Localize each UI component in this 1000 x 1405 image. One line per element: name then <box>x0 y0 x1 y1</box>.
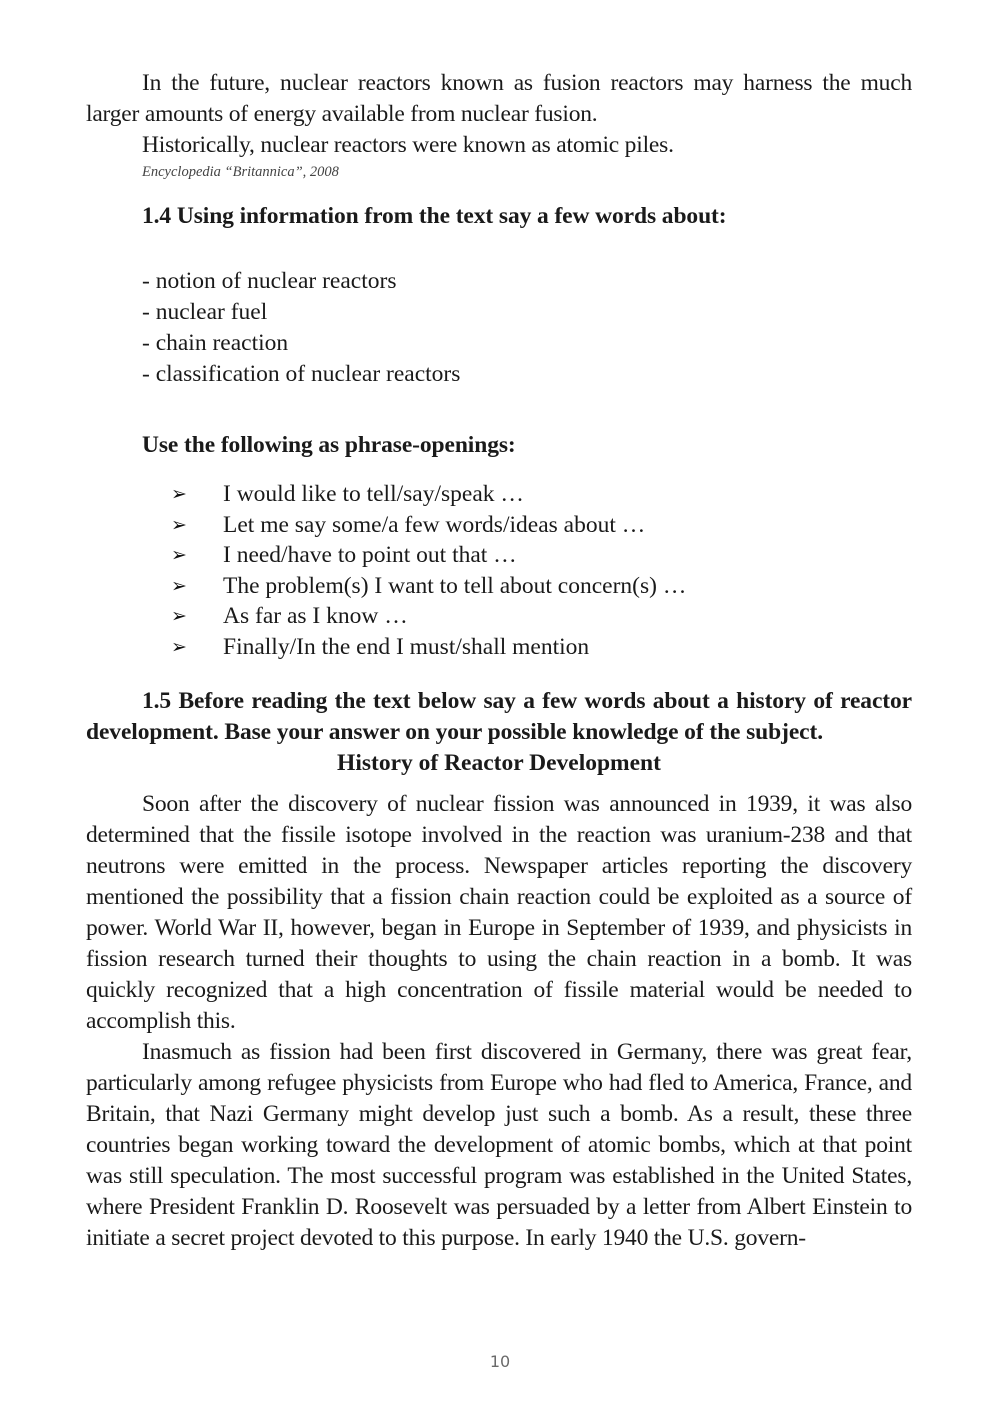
phrase-text: I would like to tell/say/speak … <box>223 481 524 507</box>
phrase-item <box>171 510 912 541</box>
body-paragraph: Soon after the discovery of nuclear fission was announced in 1939, it was also determined that the fissile isotope involved in the reaction was uranium-238 and that neutrons were emitted in the process. Newspaper articles reporting the discovery mentioned the possibility that a fission chain reaction could be exploited as a source of power. World War II, however, began in Europe in September of 1939, and physicists in fission research turned their thoughts to using the chain reaction in a bomb. It was quickly recognized that a high concentration of fissile material would be needed to accomplish this. <box>86 791 912 1034</box>
arrowhead-bullet-icon: ➢ <box>171 513 187 536</box>
section-1-5-heading: 1.5 Before reading the text below say a few words about a history of reactor development. Base your answer on your possible knowledge of the subject. <box>86 688 912 745</box>
phrase-item <box>171 479 912 510</box>
phrase-text: As far as I know … <box>223 603 408 629</box>
arrowhead-bullet-icon: ➢ <box>171 574 187 597</box>
phrase-text: Let me say some/a few words/ideas about … <box>223 511 646 538</box>
phrase-item <box>171 601 912 632</box>
arrowhead-bullet-icon: ➢ <box>171 635 187 658</box>
phrase-openings-list <box>171 479 912 662</box>
topic-item: - nuclear fuel <box>142 299 268 325</box>
phrase-item <box>171 571 912 602</box>
reading-title: History of Reactor Development <box>337 750 661 776</box>
arrowhead-bullet-icon: ➢ <box>171 605 187 627</box>
section-1-4-heading: 1.4 Using information from the text say a few words about: <box>142 203 727 229</box>
phrase-text: Finally/In the end I must/shall mention <box>223 633 590 660</box>
source-citation: Encyclopedia “Britannica”, 2008 <box>142 164 339 180</box>
phrase-item <box>171 632 912 663</box>
phrase-text: I need/have to point out that … <box>223 542 517 568</box>
intro-paragraph-fusion: In the future, nuclear reactors known as fusion reactors may harness the much larger amounts of energy available from nuclear fusion. <box>86 70 912 127</box>
topic-list <box>142 266 912 390</box>
page-number: 10 <box>489 1352 511 1371</box>
arrowhead-bullet-icon: ➢ <box>171 544 187 566</box>
document-page <box>86 68 912 1254</box>
topic-item: - notion of nuclear reactors <box>142 268 397 294</box>
topic-item: - chain reaction <box>142 330 289 356</box>
phrase-item <box>171 540 912 571</box>
body-paragraph: Inasmuch as fission had been first discovered in Germany, there was great fear, particularly among refugee physicists from Europe who had fled to America, France, and Britain, that Nazi Germany might develop just such a bomb. As a result, these three countries began working toward the development of atomic bombs, which at that point was still speculation. The most successful program was established in the United States, where President Franklin D. Roosevelt was persuaded by a letter from Albert Einstein to initiate a secret project devoted to this purpose. In early 1940 the U.S. govern- <box>86 1039 912 1251</box>
phrase-text: The problem(s) I want to tell about concern(s) … <box>223 572 687 599</box>
phrase-openings-heading: Use the following as phrase-openings: <box>142 432 516 458</box>
intro-paragraph-atomic-piles: Historically, nuclear reactors were known as atomic piles. <box>142 132 674 158</box>
arrowhead-bullet-icon: ➢ <box>171 483 187 505</box>
topic-item: - classification of nuclear reactors <box>142 361 461 387</box>
